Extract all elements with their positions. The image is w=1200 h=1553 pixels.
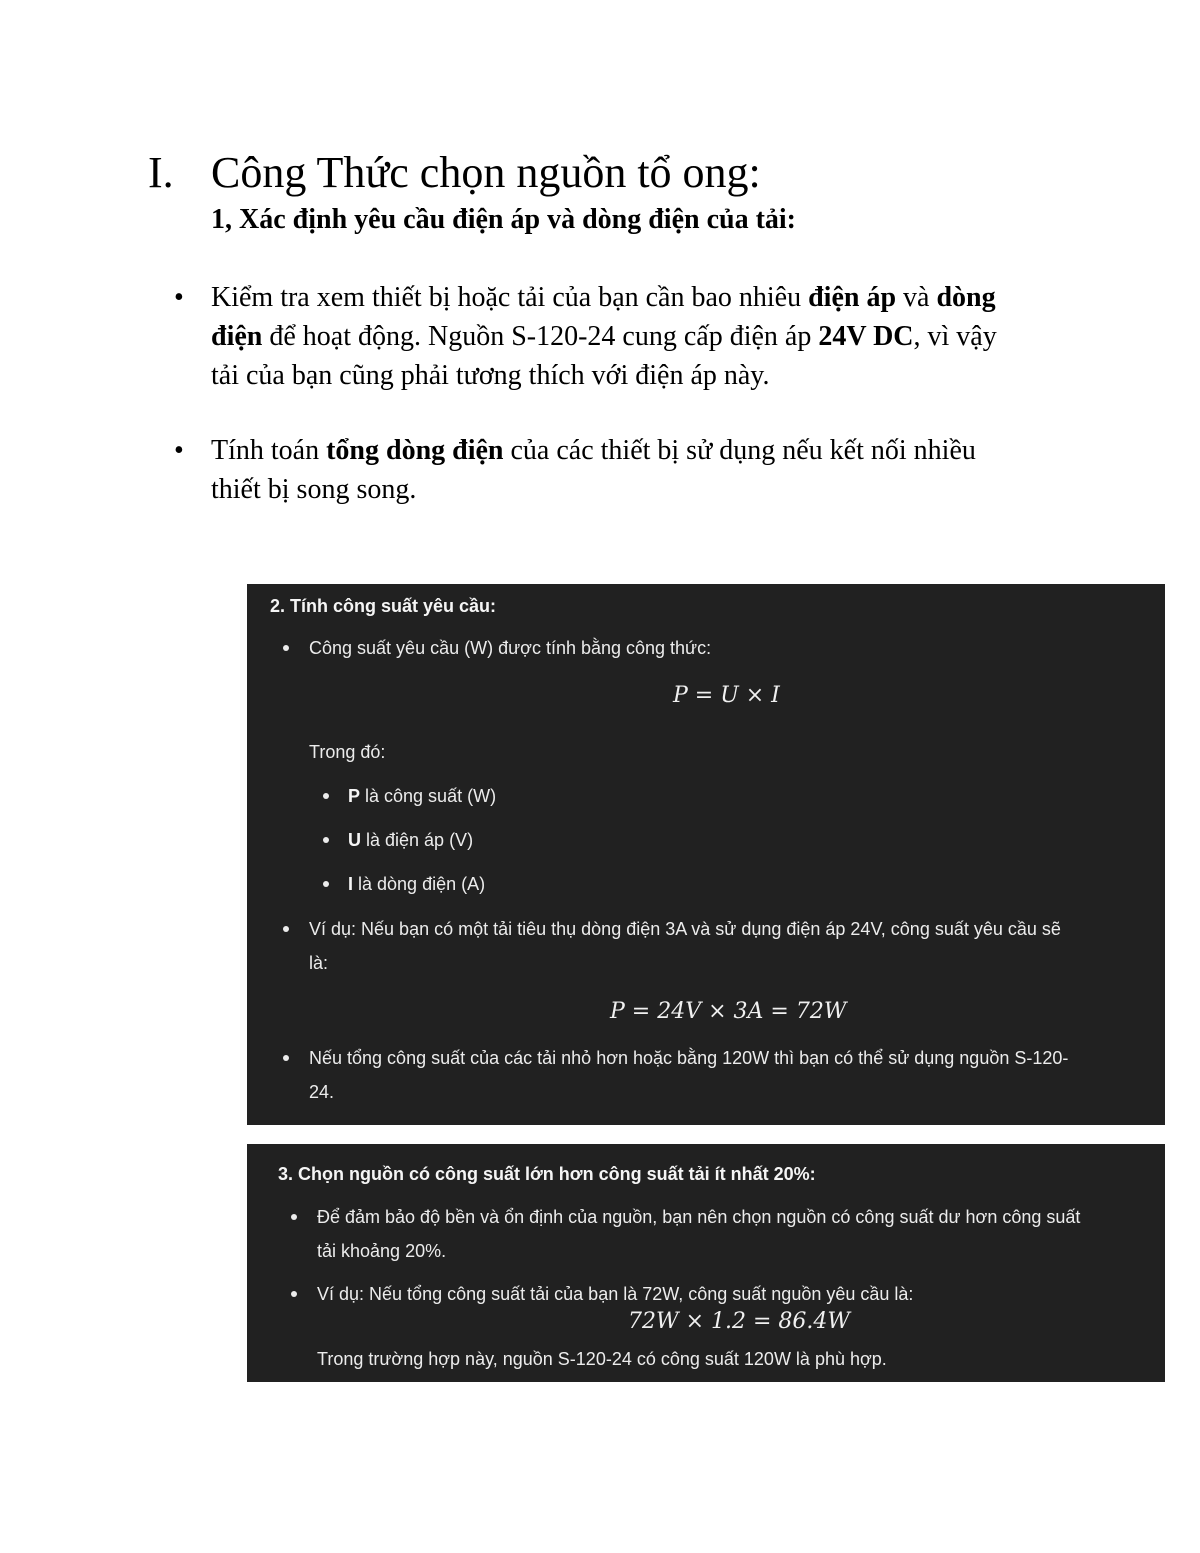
bullet-icon: [283, 1055, 289, 1061]
text-run: Kiểm tra xem thiết bị hoặc tải của bạn cần bao nhiêu: [211, 282, 809, 313]
bold-text: điện áp: [808, 282, 897, 313]
box-title: 3. Chọn nguồn có công suất lớn hơn công suất tải ít nhất 20%:: [278, 1164, 816, 1184]
formula-example: P = 24V × 3A = 72W: [610, 999, 847, 1024]
text-run: của các thiết bị sử dụng nếu kết nối nhiều thiết bị song song.: [211, 435, 976, 505]
formula-margin: 72W × 1.2 = 86.4W: [628, 1309, 851, 1334]
subsection-title-1: 1, Xác định yêu cầu điện áp và dòng điện của tải:: [211, 204, 796, 235]
bullet-icon: [323, 837, 329, 843]
definition-i: [348, 872, 485, 896]
conclusion-line-1: Nếu tổng công suất của các tải nhỏ hơn hoặc bằng 120W thì bạn có thể sử dụng nguồn S-120-: [309, 1048, 1069, 1068]
bullet-icon: •: [174, 435, 184, 466]
bullet-icon: •: [174, 282, 184, 313]
power-calculation-screenshot: [247, 584, 1165, 1125]
text-run: và: [896, 282, 937, 313]
bold-text: dòng điện: [211, 282, 996, 352]
definition-text: là điện áp (V): [361, 830, 474, 850]
bullet-icon: [283, 645, 289, 651]
example-text: Ví dụ: Nếu tổng công suất tải của bạn là 72W, công suất nguồn yêu cầu là:: [317, 1284, 914, 1304]
formula-power: P = U × I: [673, 683, 780, 708]
definition-u: [348, 828, 473, 852]
list-item: [170, 278, 1030, 395]
text-run: , vì vậy tải của bạn cũng phải tương thích với điện áp này.: [211, 321, 997, 391]
power-margin-screenshot: [247, 1144, 1165, 1382]
margin-line-2: tải khoảng 20%.: [317, 1241, 447, 1261]
conclusion-line-2: 24.: [309, 1082, 335, 1102]
bullet-icon: [283, 926, 289, 932]
box-title: 2. Tính công suất yêu cầu:: [270, 596, 497, 616]
margin-line-1: Để đảm bảo độ bền và ổn định của nguồn, bạn nên chọn nguồn có công suất dư hơn công suất: [317, 1207, 1081, 1227]
example-line-1: Ví dụ: Nếu bạn có một tải tiêu thụ dòng điện 3A và sử dụng điện áp 24V, công suất yêu cầu sẽ: [309, 919, 1061, 939]
definition-text: là dòng điện (A): [353, 874, 486, 894]
definition-p: [348, 784, 496, 808]
list-item: [170, 431, 1030, 509]
symbol-p: P: [348, 786, 361, 806]
symbol-i: I: [348, 874, 354, 894]
definition-text: là công suất (W): [360, 786, 497, 806]
bullet-icon: [323, 881, 329, 887]
requirements-list: [170, 278, 1030, 545]
conclusion-text: Trong trường hợp này, nguồn S-120-24 có công suất 120W là phù hợp.: [317, 1349, 887, 1369]
bullet-icon: [291, 1214, 297, 1220]
text-run: Tính toán: [211, 435, 327, 466]
list-item-text: Công suất yêu cầu (W) được tính bằng công thức:: [309, 638, 712, 658]
heading-number: I.: [148, 148, 174, 197]
bold-text: 24V DC: [818, 321, 914, 352]
text-run: để hoạt động. Nguồn S-120-24 cung cấp điện áp: [262, 321, 819, 352]
where-label: Trong đó:: [309, 742, 386, 762]
bullet-icon: [323, 793, 329, 799]
heading-title: Công Thức chọn nguồn tổ ong:: [211, 148, 761, 197]
bullet-icon: [291, 1291, 297, 1297]
bold-text: tổng dòng điện: [326, 435, 504, 466]
symbol-u: U: [348, 830, 361, 850]
example-line-2: là:: [309, 953, 329, 973]
